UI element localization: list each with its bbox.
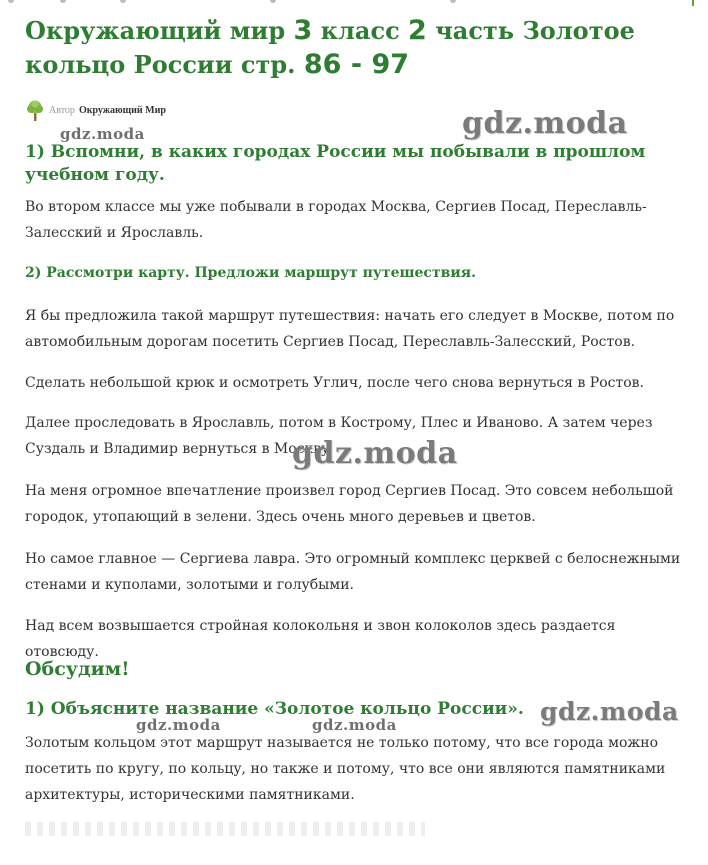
top-strip (0, 0, 708, 6)
answer-paragraph: На меня огромное впечатление произвел город Сергиев Посад. Это совсем небольшой городок, утопающий в зелени. Здесь очень много деревьев и цветов. (25, 483, 674, 525)
title-text: класс (312, 16, 409, 45)
watermark: gdz.moda (60, 125, 145, 143)
strip-marker (692, 0, 708, 6)
title-part-number: 2 (408, 15, 427, 46)
watermark: gdz.moda (540, 697, 679, 726)
answer-paragraph: Сделать небольшой крюк и осмотреть Углич, после чего снова вернуться в Ростов. (25, 375, 644, 391)
strip-dot (120, 0, 126, 3)
author-label: Автор (49, 104, 75, 116)
answer-paragraph: Я бы предложила такой маршрут путешествия: начать его следует в Москве, потом по автомобильным дорогам посетить Сергиев Посад, Переславль-Залесский, Ростов. (25, 308, 675, 350)
discuss-question-1: 1) Объясните название «Золотое кольцо России». (25, 699, 524, 719)
cut-off-text (25, 822, 425, 836)
question-1-answer: Во втором классе мы уже побывали в городах Москва, Сергиев Посад, Переславль-Залесский и Ярославль. (25, 199, 647, 241)
answer-paragraph: Над всем возвышается стройная колокольня и звон колоколов здесь раздается отовсюду. (25, 618, 616, 660)
title-grade: 3 (293, 15, 313, 46)
question-1-heading: 1) Вспомни, в каких городах России мы побывали в прошлом учебном году. (25, 142, 646, 185)
watermark: gdz.moda (312, 716, 397, 734)
author-link[interactable]: Окружающий Мир (78, 104, 166, 116)
watermark: gdz.moda (136, 716, 221, 734)
strip-dot (8, 0, 14, 3)
question-2-heading: 2) Рассмотри карту. Предложи маршрут путешествия. (25, 265, 476, 281)
strip-dot (270, 0, 276, 3)
answer-paragraph: Далее проследовать в Ярославль, потом в Кострому, Плес и Иваново. А затем через Суздаль и Владимир вернуться в Москву. (25, 415, 653, 457)
tree-icon (25, 99, 45, 121)
title-pages: 86 - 97 (303, 49, 410, 80)
title-text: часть Золотое кольцо России стр. (25, 16, 635, 79)
strip-dot (60, 0, 66, 3)
discuss-answer: Золотым кольцом этот маршрут называется не только потому, что все города можно посетить по кругу, по кольцу, но также и потому, что все они являются памятниками архитектуры, историческими памятниками. (25, 735, 666, 803)
title-text: Окружающий мир (25, 16, 294, 45)
discuss-heading: Обсудим! (25, 658, 130, 680)
answer-paragraph: Но самое главное — Сергиева лавра. Это огромный комплекс церквей с белоснежными стенами и куполами, золотыми и голубыми. (25, 551, 681, 593)
watermark: gdz.moda (462, 106, 628, 141)
strip-dot (450, 0, 456, 3)
watermark: gdz.moda (292, 436, 458, 471)
author-line (25, 99, 166, 121)
page-title (25, 14, 685, 82)
